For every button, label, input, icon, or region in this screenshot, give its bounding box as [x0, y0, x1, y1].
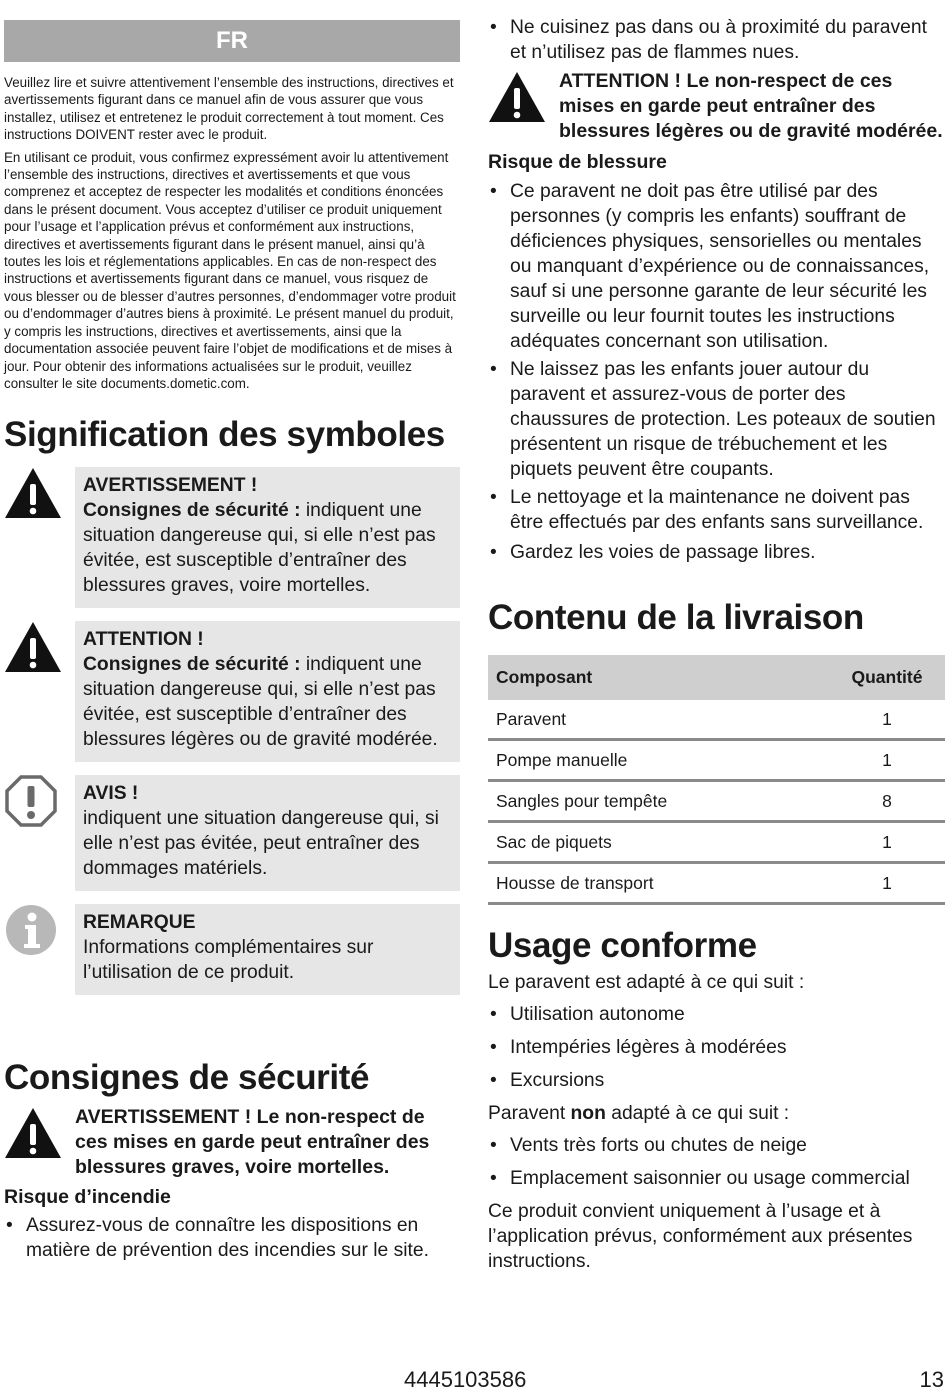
usage-suitable-intro: Le paravent est adapté à ce qui suit : [488, 972, 805, 993]
list-item: • Ne laissez pas les enfants jouer autour du paravent et assurez-vous de porter des chaussures de protection. Les poteaux de soutien présentent un risque de trébuchement et les piquets peuvent être coupants. [488, 357, 946, 482]
symbol-note-box [75, 904, 460, 995]
symbol-lead: Consignes de sécurité : [83, 654, 301, 676]
safety-warning-text: AVERTISSEMENT ! Le non-respect de ces mises en garde peut entraîner des blessures graves, voire mortelles. [75, 1106, 430, 1179]
component-cell: Pompe manuelle [488, 740, 829, 781]
symbol-title: ATTENTION ! [83, 629, 204, 651]
symbol-caution-box [75, 621, 460, 762]
component-cell: Housse de transport [488, 863, 829, 904]
usage-heading: Usage conforme [488, 926, 757, 965]
page-number: 13 [919, 1367, 944, 1392]
list-item: • Excursions [488, 1068, 946, 1093]
list-item: • Intempéries légères à modérées [488, 1035, 946, 1060]
intro-paragraph-1: Veuillez lire et suivre attentivement l’ensemble des instructions, directives et avertissements figurant dans ce manuel afin de vous assurer que vous installez, utilisez et entretenez le produit correctement à tout moment. Ces instructions DOIVENT rester avec le produit. [4, 75, 454, 143]
table-row [488, 822, 945, 863]
symbol-caution [4, 621, 460, 762]
delivery-table [488, 655, 945, 905]
warning-triangle-icon [4, 1105, 75, 1164]
symbol-text: indiquent une situation dangereuse qui, si elle n’est pas évitée, peut entraîner des dommages matériels. [83, 808, 439, 880]
safety-caution [488, 69, 946, 144]
intro-text [4, 74, 460, 392]
fire-risk-heading: Risque d’incendie [4, 1186, 171, 1209]
quantity-cell: 1 [829, 863, 945, 904]
list-item: • Assurez-vous de connaître les dispositions en matière de prévention des incendies sur le site. [4, 1213, 460, 1263]
usage-unsuitable-intro [488, 1101, 946, 1126]
table-row [488, 781, 945, 822]
document-code: 4445103586 [404, 1367, 527, 1392]
injury-risk-list [488, 179, 946, 565]
list-item: • Emplacement saisonnier ou usage commercial [488, 1166, 946, 1191]
component-cell: Sangles pour tempête [488, 781, 829, 822]
fire-risk-list [4, 1213, 460, 1263]
list-item: • Ce paravent ne doit pas être utilisé par des personnes (y compris les enfants) souffrant de déficiences physiques, sensorielles ou mentales ou manquant d’expérience ou de connaissances, sauf si une personne garante de leur sécurité les surveille ou leur fournit toutes les instructions adéquates concernant son utilisation. [488, 179, 946, 354]
left-column [4, 0, 460, 1263]
symbol-text: Informations complémentaires sur l’utilisation de ce produit. [83, 937, 374, 984]
list-item: • Vents très forts ou chutes de neige [488, 1133, 946, 1158]
symbol-warning-box [75, 467, 460, 608]
warning-triangle-icon [4, 621, 75, 678]
table-header-row [488, 655, 945, 700]
notice-octagon-icon [4, 775, 75, 832]
quantity-cell: 1 [829, 822, 945, 863]
warning-triangle-icon [4, 467, 75, 524]
quantity-cell: 1 [829, 700, 945, 740]
symbol-text: indiquent une situation dangereuse qui, si elle n’est pas évitée, est susceptible d’entraîner des blessures légères ou de gravité modérée. [83, 654, 438, 751]
unsuitable-bold: non [570, 1103, 606, 1124]
fire-risk-list-continued [488, 15, 946, 65]
usage-closing: Ce produit convient uniquement à l’usage et à l’application prévus, conformément aux présentes instructions. [488, 1201, 913, 1272]
symbol-warning [4, 467, 460, 608]
table-row [488, 863, 945, 904]
safety-warning [4, 1105, 460, 1180]
list-item: • Ne cuisinez pas dans ou à proximité du paravent et n’utilisez pas de flammes nues. [488, 15, 946, 65]
safety-heading: Consignes de sécurité [4, 1058, 370, 1098]
symbol-text: indiquent une situation dangereuse qui, si elle n’est pas évitée, est susceptible d’entraîner des blessures graves, voire mortelles. [83, 500, 436, 597]
quantity-cell: 8 [829, 781, 945, 822]
injury-risk-heading: Risque de blessure [488, 151, 667, 173]
warning-triangle-icon [488, 69, 559, 128]
safety-caution-text: ATTENTION ! Le non-respect de ces mises en garde peut entraîner des blessures légères ou de gravité modérée. [559, 70, 943, 142]
list-item: • Gardez les voies de passage libres. [488, 540, 946, 565]
unsuitable-pre: Paravent [488, 1103, 571, 1124]
component-cell: Paravent [488, 700, 829, 740]
symbol-note [4, 904, 460, 995]
symbol-notice-box [75, 775, 460, 891]
table-row [488, 740, 945, 781]
intro-paragraph-2: En utilisant ce produit, vous confirmez expressément avoir lu attentivement l’ensemble des instructions, directives et avertissements et que vous comprenez et acceptez de respecter les modalités et conditions énoncées dans le présent document. Vous acceptez d’utiliser ce produit uniquement pour l’usage et l’application prévus et conformément aux instructions, directives et avertissements figurant dans le présent manuel, ainsi qu’à toutes les lois et réglementations applicables. En cas de non-respect des instructions et avertissements figurant dans ce manuel, vous risquez de vous blesser ou de blesser d’autres personnes, d’endommager votre produit ou d’endommager d’autres biens à proximité. Le présent manuel du produit, y compris les instructions, directives et avertissements, ainsi que la documentation associée peuvent faire l’objet de modifications et de mises à jour. Pour obtenir des informations actualisées sur le produit, veuillez consulter le site documents.dometic.com. [4, 149, 456, 391]
symbol-title: REMARQUE [83, 912, 196, 934]
delivery-heading: Contenu de la livraison [488, 598, 864, 637]
unsuitable-post: adapté à ce qui suit : [605, 1103, 790, 1124]
symbol-title: AVIS ! [83, 783, 139, 805]
info-circle-icon [4, 904, 75, 961]
symbol-title: AVERTISSEMENT ! [83, 475, 258, 497]
language-bar: FR [4, 20, 460, 62]
symbols-heading: Signification des symboles [4, 415, 445, 455]
column-header-component: Composant [488, 655, 829, 700]
usage-suitable-list [488, 1002, 946, 1093]
component-cell: Sac de piquets [488, 822, 829, 863]
table-row [488, 700, 945, 740]
symbol-notice [4, 775, 460, 891]
usage-unsuitable-list [488, 1133, 946, 1191]
right-column [488, 0, 946, 1274]
symbol-lead: Consignes de sécurité : [83, 500, 301, 522]
list-item: • Le nettoyage et la maintenance ne doivent pas être effectués par des enfants sans surveillance. [488, 485, 946, 535]
quantity-cell: 1 [829, 740, 945, 781]
column-header-quantity: Quantité [829, 655, 945, 700]
list-item: • Utilisation autonome [488, 1002, 946, 1027]
